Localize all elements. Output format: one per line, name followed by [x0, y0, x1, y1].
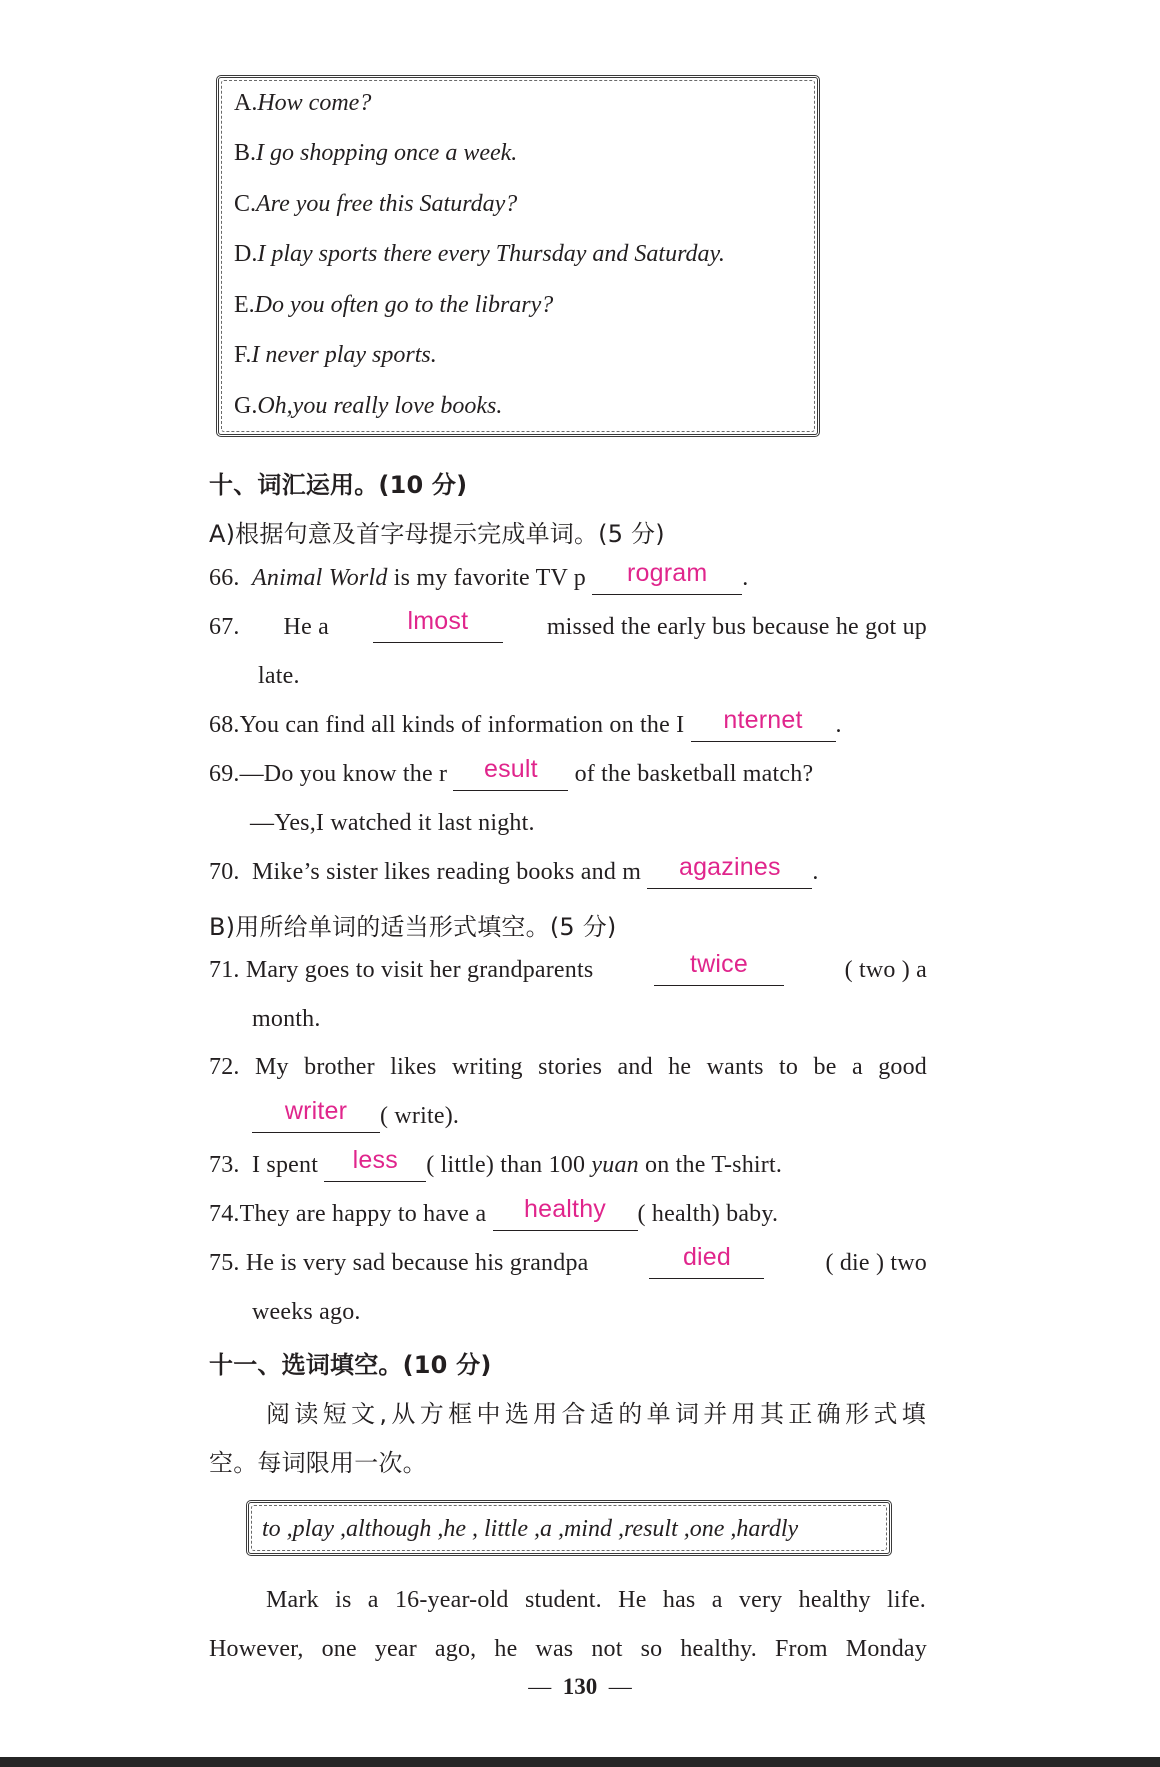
- answer-69: esult: [483, 755, 538, 783]
- answer-68: nternet: [723, 706, 803, 734]
- question-75-cont: weeks ago.: [252, 1299, 361, 1325]
- question-72-cont: writer ( write).: [252, 1103, 459, 1131]
- option-c: C.Are you free this Saturday?: [234, 191, 518, 217]
- question-74: 74.They are happy to have a healthy ( health) baby.: [209, 1201, 778, 1229]
- question-71-cont: month.: [252, 1006, 321, 1032]
- passage-line-1: Mark is a 16-year-old student. He has a very healthy life.: [266, 1587, 926, 1613]
- answer-70: agazines: [678, 853, 781, 881]
- instruction-line-2: 空。每词限用一次。: [209, 1449, 427, 1477]
- part-b-title: B)用所给单词的适当形式填空。(5 分): [209, 913, 617, 941]
- answer-75: died: [682, 1243, 732, 1271]
- answer-73: less: [352, 1146, 398, 1174]
- question-72: 72. My brother likes writing stories and he wants to be a good: [209, 1054, 927, 1080]
- answer-67: lmost: [407, 607, 469, 635]
- question-71: 71. Mary goes to visit her grandparents twice ( two ) a: [209, 957, 927, 984]
- option-g: G.Oh,you really love books.: [234, 393, 503, 419]
- question-67: 67. He a lmost missed the early bus because he got up: [209, 614, 927, 641]
- answer-71: twice: [690, 950, 748, 978]
- question-73: 73. I spent less ( little) than 100 yuan on the T-shirt.: [209, 1152, 782, 1180]
- answer-72: writer: [284, 1097, 348, 1125]
- answer-66: rogram: [626, 559, 708, 587]
- passage-line-2: However, one year ago, he was not so healthy. From Monday: [209, 1636, 927, 1662]
- question-67-cont: late.: [258, 663, 300, 689]
- word-box-words: to ,play ,although ,he , little ,a ,mind ,result ,one ,hardly: [262, 1516, 799, 1542]
- question-70: 70. Mike’s sister likes reading books and m agazines .: [209, 859, 819, 887]
- answer-74: healthy: [523, 1195, 606, 1223]
- instruction-line-1: 阅读短文,从方框中选用合适的单词并用其正确形式填: [266, 1400, 926, 1428]
- question-75: 75. He is very sad because his grandpa died ( die ) two: [209, 1250, 927, 1277]
- option-f: F.I never play sports.: [234, 342, 437, 368]
- question-68: 68.You can find all kinds of information on the I nternet .: [209, 712, 842, 740]
- option-e: E.Do you often go to the library?: [234, 292, 554, 318]
- page-number: — 130 —: [528, 1674, 632, 1699]
- option-d: D.I play sports there every Thursday and Saturday.: [234, 241, 725, 267]
- section-11-title: 十一、选词填空。(10 分): [209, 1351, 492, 1379]
- question-69: 69.—Do you know the r esult of the basketball match?: [209, 761, 813, 789]
- part-a-title: A)根据句意及首字母提示完成单词。(5 分): [209, 520, 665, 548]
- option-b: B.I go shopping once a week.: [234, 140, 518, 166]
- question-69-reply: —Yes,I watched it last night.: [250, 810, 535, 836]
- section-10-title: 十、词汇运用。(10 分): [209, 471, 468, 499]
- option-a: A.How come?: [234, 90, 372, 116]
- question-66: 66. Animal World is my favorite TV p rogram .: [209, 565, 748, 593]
- bottom-bar: [0, 1757, 1160, 1767]
